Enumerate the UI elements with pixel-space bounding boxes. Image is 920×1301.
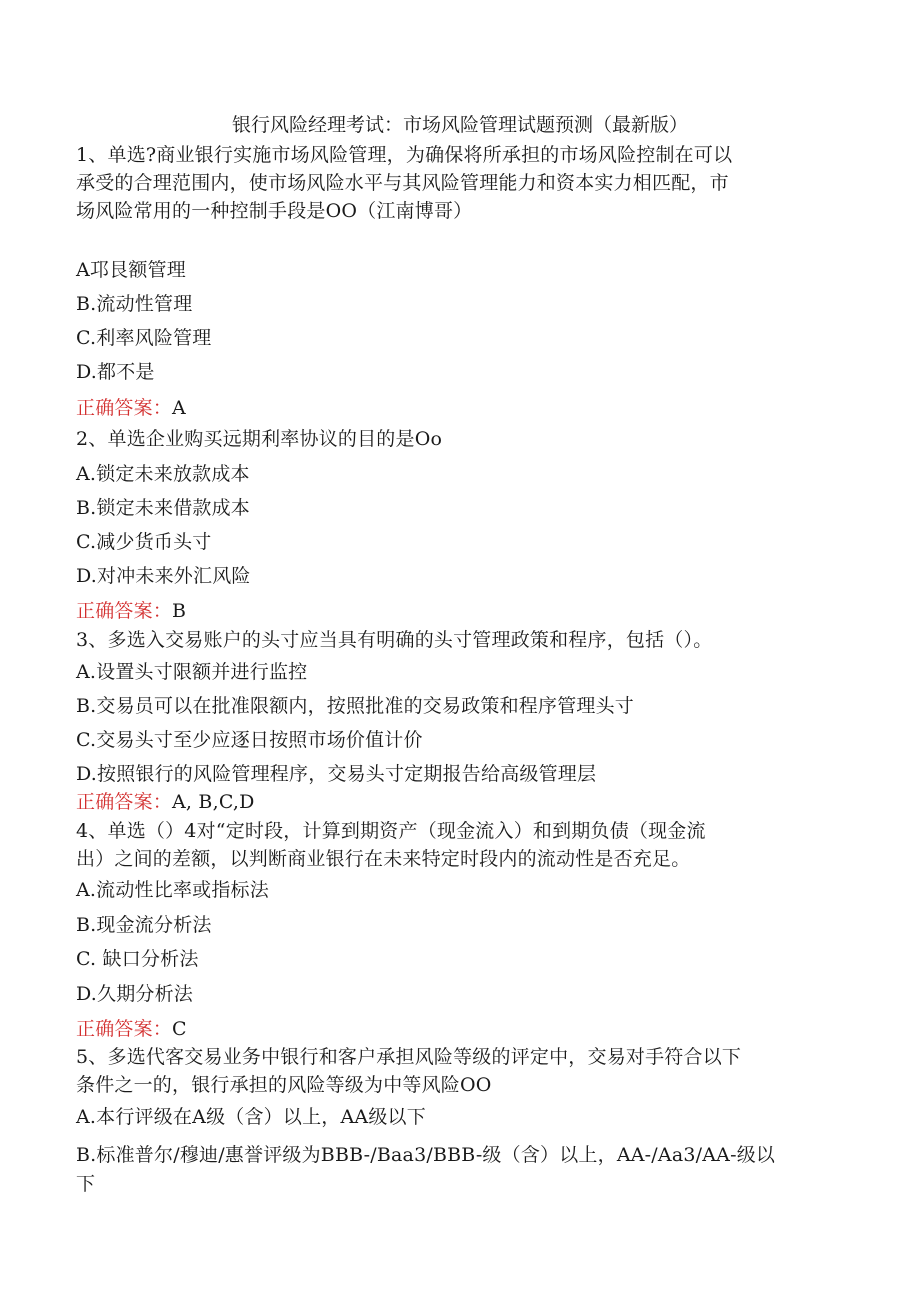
question-3-option-d: D.按照银行的风险管理程序，交易头寸定期报告给高级管理层: [76, 763, 597, 785]
question-3-option-a: A.设置头寸限额并进行监控: [76, 661, 308, 683]
question-2-answer: [76, 597, 186, 625]
question-4-option-c: C. 缺口分析法: [76, 948, 199, 970]
answer-value: C: [172, 1018, 187, 1040]
question-1-stem-line-2: 承受的合理范围内，使市场风险水平与其风险管理能力和资本实力相匹配，市: [76, 172, 729, 194]
question-4-option-d: D.久期分析法: [76, 983, 193, 1005]
question-5-stem-line-2: 条件之一的，银行承担的风险等级为中等风险OO: [76, 1074, 492, 1096]
question-1-stem-line-3: 场风险常用的一种控制手段是OO（江南博哥）: [76, 200, 473, 222]
answer-label: 正确答案：: [76, 1018, 173, 1040]
question-4-option-b: B.现金流分析法: [76, 914, 212, 936]
question-5-stem-line-1: 5、多选代客交易业务中银行和客户承担风险等级的评定中，交易对手符合以下: [76, 1046, 742, 1068]
question-1-option-d: D.都不是: [76, 361, 155, 383]
question-2-option-c: C.减少货币头寸: [76, 531, 212, 553]
answer-label: 正确答案：: [76, 791, 173, 813]
question-3-stem-line-1: 3、多选入交易账户的头寸应当具有明确的头寸管理政策和程序，包括（）。: [76, 629, 713, 651]
answer-value: A: [172, 397, 186, 419]
question-3-answer: [76, 788, 255, 816]
question-1-stem-line-1: 1、单选?商业银行实施市场风险管理，为确保将所承担的市场风险控制在可以: [76, 144, 733, 166]
answer-label: 正确答案：: [76, 600, 173, 622]
question-4-stem-line-2: 出）之间的差额，以判断商业银行在未来特定时段内的流动性是否充足。: [76, 848, 691, 870]
answer-value: A, B,C,D: [172, 791, 255, 813]
question-5-option-b-line-2: 下: [76, 1173, 96, 1195]
question-3-option-b: B.交易员可以在批准限额内，按照批准的交易政策和程序管理头寸: [76, 695, 635, 717]
question-4-stem-line-1: 4、单选（）4对“定时段，计算到期资产（现金流入）和到期负债（现金流: [76, 820, 706, 842]
question-3-option-c: C.交易头寸至少应逐日按照市场价值计价: [76, 729, 423, 751]
question-4-answer: [76, 1015, 187, 1043]
question-4-option-a: A.流动性比率或指标法: [76, 879, 269, 901]
question-2-option-d: D.对冲未来外汇风险: [76, 565, 251, 587]
question-1-option-c: C.利率风险管理: [76, 327, 212, 349]
question-1-option-b: B.流动性管理: [76, 293, 193, 315]
question-5-option-a: A.本行评级在A级（含）以上，AA级以下: [76, 1106, 426, 1128]
answer-label: 正确答案：: [76, 397, 173, 419]
question-1-answer: [76, 394, 186, 422]
answer-value: B: [172, 600, 187, 622]
question-2-option-a: A.锁定未来放款成本: [76, 463, 250, 485]
question-5-option-b-line-1: B.标准普尔/穆迪/惠誉评级为BBB-/Baa3/BBB-级（含）以上，AA-/Aa3/AA-级以: [76, 1144, 776, 1166]
document-title: 银行风险经理考试：市场风险管理试题预测（最新版）: [231, 114, 688, 136]
question-2-stem-line-1: 2、单选企业购买远期利率协议的目的是Oo: [76, 428, 443, 450]
question-1-option-a: A邛艮额管理: [76, 259, 186, 281]
question-2-option-b: B.锁定未来借款成本: [76, 497, 251, 519]
